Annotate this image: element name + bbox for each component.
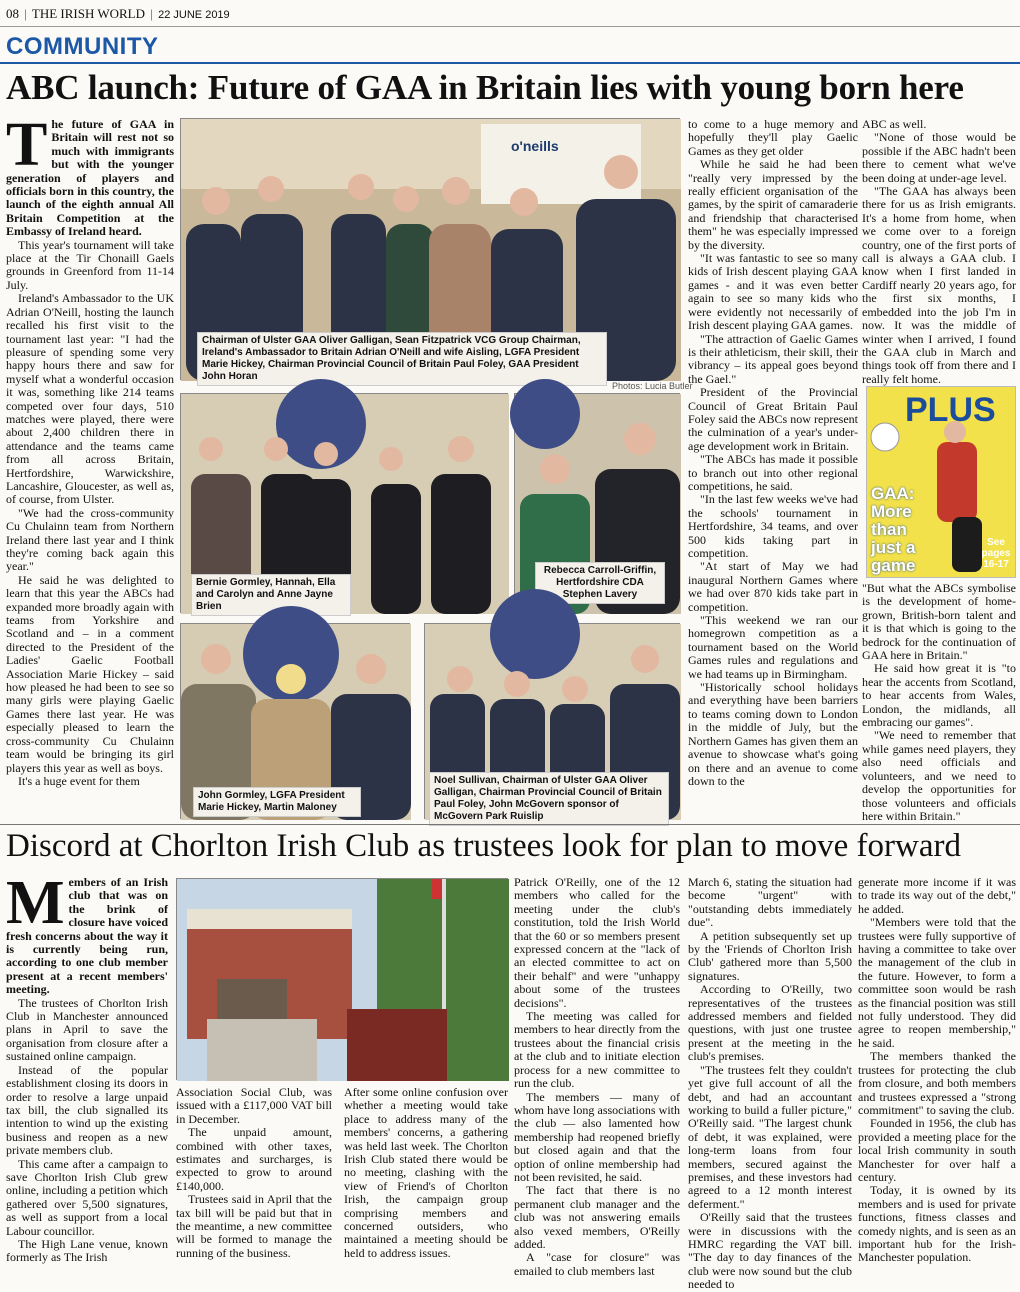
paragraph: Trustees said in April that the tax bill will be paid but that in the meantime, a new committee will be formed to manage the running of the business. xyxy=(176,1192,332,1260)
photo-credit: Photos: Lucia Butler xyxy=(612,381,693,391)
paragraph: ABC as well. xyxy=(862,117,927,131)
paragraph: Patrick O'Reilly, one of the 12 members who called for the meeting under the club's constitution, told the Irish World that the 60 or so members present expressed concern at the "lack of an elected committee to act on their behalf" and were "unhappy about some of the trustees decisions". xyxy=(514,875,680,1010)
paragraph: "It was fantastic to see so many kids of Irish descent playing GAA games - and it was even better again to see so many kids who were evidently not necessarily of Irish descent playing GAA games. xyxy=(688,251,858,333)
article2-column-1 xyxy=(6,869,168,1276)
paragraph: This came after a campaign to save Chorlton Irish Club grew online, including a petition which gathered over 5,500 signatures, as well as support from a local Labour councillor. xyxy=(6,1156,168,1238)
photo-5-caption: Noel Sullivan, Chairman of Ulster GAA Oliver Galligan, Chairman Provincial Council of Britain Paul Foley, John McGovern sponsor of McGovern Park Ruislip xyxy=(429,772,669,826)
plus-page-ref: See pages 16-17 xyxy=(981,537,1011,570)
paragraph: While he said he had been "really very impressed by the really efficient organisation of the games, by the spirit of camaraderie and friendship that characterised them" he was especially impressed by the diversity. xyxy=(688,157,858,252)
paragraph: "This weekend we ran our homegrown competition as a tournament based on the World Games rules and regulations and we had teams up in Birmingham. xyxy=(688,613,858,681)
article2-column-5 xyxy=(688,875,852,1292)
photo-4-caption: John Gormley, LGFA President Marie Hickey, Martin Maloney xyxy=(193,787,361,817)
photo-chorlton-club xyxy=(176,878,508,1080)
paragraph: After some online confusion over whether a meeting would take place to address many of the members' concerns, a gathering was held last week. The Chorlton Irish Club stated there would be no meeting, clashing with the view of Friend's of Chorlton Irish, the campaign group comprising members and concerned outsiders, who maintained a meeting should be held to address issues. xyxy=(344,1085,508,1260)
paragraph: A "case for closure" was emailed to club members last xyxy=(514,1250,680,1278)
article2-column-4 xyxy=(514,876,680,1276)
paragraph: generate more income if it was to trade its way out of the debt," he added. xyxy=(858,875,1016,916)
article2-column-2 xyxy=(176,1086,332,1276)
section-rule xyxy=(0,62,1020,64)
plus-heading: PLUS xyxy=(905,391,996,429)
paragraph: "None of those would be possible if the ABC hadn't been there to cement what we've been doing at under-age level. xyxy=(862,130,1016,185)
paragraph: The trustees of Chorlton Irish Club in Manchester announced plans in April to save the organisation from closure after a sustained online campaign. xyxy=(6,995,168,1064)
dropcap: T xyxy=(6,111,48,179)
paragraph: Ireland's Ambassador to the UK Adrian O'Neill, hosting the launch recalled his first visit to the tournament last year: "I had the pleasure of spending some very happy hours there and saw for myself what a wonderful occasion it was, something like 214 teams competed over four days, 510 matches were played, there were about 2,400 children there in attendance and the teams came from all across Britain, Hertfordshire, Warwickshire, Lancashire, Gloucester, as well as, of course, from Ulster. xyxy=(6,291,174,507)
paragraph: "Members were told that the trustees were fully supportive of having a committee to take over the management of the club in the future. However, to form a committee soon would be rash as the financial position was still not fully understood. They did agree to reopen membership," he said. xyxy=(858,915,1016,1050)
paragraph: The members thanked the trustees for protecting the club from closure, and both members and trustees expressed a "strong commitment" to saving the club. xyxy=(858,1049,1016,1117)
photo-chorlton-image xyxy=(177,879,509,1081)
photo-3-caption: Rebecca Carroll-Griffin, Hertfordshire CDA Stephen Lavery xyxy=(535,562,665,604)
issue-date: 22 JUNE 2019 xyxy=(158,9,230,21)
paragraph: President of the Provincial Council of Great Britain Paul Foley said the ABCs now represent the culmination of a year's under-age development work in Britain. xyxy=(688,385,858,453)
paragraph: "The attraction of Gaelic Games is their athleticism, their skill, their vibrancy – its appeal goes beyond the Gael." xyxy=(688,331,858,386)
paragraph: The unpaid amount, combined with other taxes, estimates and surcharges, is expected to grow to around £140,000. xyxy=(176,1125,332,1193)
paragraph: He said how great it is "to hear the accents from Scotland, to hear accents from Wales, London, the midlands, all embracing our games". xyxy=(862,661,1016,730)
paragraph: "The GAA has always been there for us as Irish emigrants. It's a home from home, when we come over to a foreign country, one of the first ports of call is always a GAA club. I know when I first landed in Cardiff nearly 20 years ago, for the first six months, I embedded into the job I'm in now. It was the middle of winter when I arrived, I found the GAA club in March and things took off from there and I really felt home. xyxy=(862,184,1016,386)
article2-column-3 xyxy=(344,1086,508,1276)
paragraph: to come to a huge memory and hopefully they'll play Gaelic Games as they get older xyxy=(688,117,858,158)
plus-promo-box[interactable] xyxy=(866,386,1016,578)
paragraph: He said he was delighted to learn that this year the ABCs had expanded more broadly again with teams from Yorkshire and Scotland and – in a comment directed to the President of the Ladies' Gaelic Football Association Marie Hickey – said how pleased he had been to see so many girls were playing Gaelic Games there last year. He was especially pleased to learn the cross-community Cu Chulainn team would be bringing its girl players this year as well as boys. xyxy=(6,572,174,775)
photo-noel-sullivan-group xyxy=(424,623,680,822)
paragraph: The meeting was called for members to hear directly from the trustees about the financial crisis at the club and to initiate election process for a new committee to run the club. xyxy=(514,1009,680,1091)
photo-rebecca-carroll-griffin xyxy=(514,393,680,613)
paragraph: "At start of May we had inaugural Northern Games where we had over 870 kids take part in competition. xyxy=(688,559,858,614)
paragraph: "Historically school holidays and everything have been barriers to teams coming down to London in the middle of July, but the Northern Games has given them an avenue to showcase what's going on there and an avenue to come down to the xyxy=(688,680,858,788)
paragraph: "The trustees felt they couldn't yet give full account of all the debt, and had an accountant working to build a fuller picture," O'Reilly said. "The largest chunk of debt, it was explained, were long-term loans from four members, secured against the premises, and these investors had agreed to a 12 month interest deferment." xyxy=(688,1062,852,1211)
paragraph: This year's tournament will take place at the Tir Chonaill Gaels grounds in Greenford from 11-14 July. xyxy=(6,237,174,292)
photo-main-caption: Chairman of Ulster GAA Oliver Galligan, Sean Fitzpatrick VCG Group Chairman, Ireland's Ambassador to Britain Adrian O'Neill and wife Aisling, LGFA President Marie Hickey, Chairman Provincial Council of Britain Paul Foley, GAA President John Horan xyxy=(197,332,607,386)
photo-bernie-gormley-group xyxy=(180,393,508,613)
paragraph: "The ABCs has made it possible to branch out into other regional competitions, he said. xyxy=(688,452,858,493)
paragraph: Association Social Club, was issued with a £117,000 VAT bill in December. xyxy=(176,1085,332,1126)
paragraph: March 6, stating the situation had become "urgent" with "outstanding debts immediately due". xyxy=(688,875,852,930)
paragraph: A petition subsequently set up by the 'Friends of Chorlton Irish Club' gathered more than 5,500 signatures. xyxy=(688,928,852,983)
article-divider xyxy=(0,824,1020,825)
article1-column-1 xyxy=(6,111,174,818)
dropcap: M xyxy=(6,869,65,937)
svg-text:o'neills: o'neills xyxy=(511,138,559,154)
paragraph: The fact that there is no permanent club manager and the club was not answering emails also vexed members, O'Reilly added. xyxy=(514,1183,680,1251)
page-number: 08 xyxy=(6,6,19,21)
article2-column-6 xyxy=(858,876,1016,1276)
paragraph: According to O'Reilly, two representatives of the trustees addressed members and fielded questions, with just one trustee present at the meeting in the club's premises. xyxy=(688,982,852,1064)
paragraph: The High Lane venue, known formerly as The Irish xyxy=(6,1236,168,1265)
publication-name: THE IRISH WORLD xyxy=(31,6,146,21)
section-title: COMMUNITY xyxy=(6,33,159,60)
headline-chorlton: Discord at Chorlton Irish Club as trustees look for plan to move forward xyxy=(6,828,961,864)
photo-2-caption: Bernie Gormley, Hannah, Ella and Carolyn and Anne Jayne Brien xyxy=(191,574,351,616)
paragraph: O'Reilly said that the trustees were in discussions with the HMRC regarding the VAT bill. "The day to day finances of the club were now sound but the club needed to xyxy=(688,1210,852,1292)
masthead: 08 | THE IRISH WORLD | 22 JUNE 2019 xyxy=(6,6,230,21)
paragraph: "But what the ABCs symbolise is the development of home-grown, British-born talent and it is that which is going to the bedrock for the continuation of GAA here in Britain." xyxy=(862,581,1016,663)
article1-column-2 xyxy=(688,118,858,818)
paragraph: Founded in 1956, the club has provided a meeting place for the local Irish community in south Manchester for over half a century. xyxy=(858,1116,1016,1184)
plus-subheading: GAA: More than just a game xyxy=(871,484,916,575)
photo-main-group xyxy=(180,118,680,380)
paragraph: "We had the cross-community Cu Chulainn team from Northern Ireland there last year and I think they're coming back again this year." xyxy=(6,505,174,574)
paragraph: "We need to remember that while games need players, they also need officials and volunteers, and we need to develop the opportunities for those volunteers and officials here within Britain." xyxy=(862,728,1016,823)
paragraph: "In the last few weeks we've had the schools' tournament in Hertfordshire, 34 teams, and over 500 kids taking part in competition. xyxy=(688,492,858,560)
paragraph: The future of GAA in Britain will rest not so much with immigrants but with the younger generation of players and officials born in this country, the launch of the eighth annual All Britain Competition at the Embassy of Ireland heard. xyxy=(6,111,174,239)
paragraph: Instead of the popular establishment closing its doors in order to resolve a large unpaid tax bill, the club signalled its intention to wind up the existing business and reopen as a new private members club. xyxy=(6,1062,168,1158)
paragraph: Members of an Irish club that was on the brink of closure have voiced fresh concerns about the way it is currently being run, according to one club member present at a recent members' meeting. xyxy=(6,869,168,997)
paragraph: Today, it is owned by its members and is used for private functions, fitness classes and comedy nights, and is seen as an important hub for the Irish-Manchester population. xyxy=(858,1183,1016,1265)
article1-column-3-top xyxy=(862,118,1016,384)
paragraph: It's a huge event for them xyxy=(18,773,140,788)
article1-column-3-bottom xyxy=(862,581,1016,823)
headline-abc-launch: ABC launch: Future of GAA in Britain lies with young born here xyxy=(6,68,964,107)
paragraph: The members — many of whom have long associations with the club — also lamented how membership had reopened briefly but closed again and that the option of online membership had not been revisited, he said. xyxy=(514,1089,680,1184)
photo-john-gormley-group xyxy=(180,623,410,819)
